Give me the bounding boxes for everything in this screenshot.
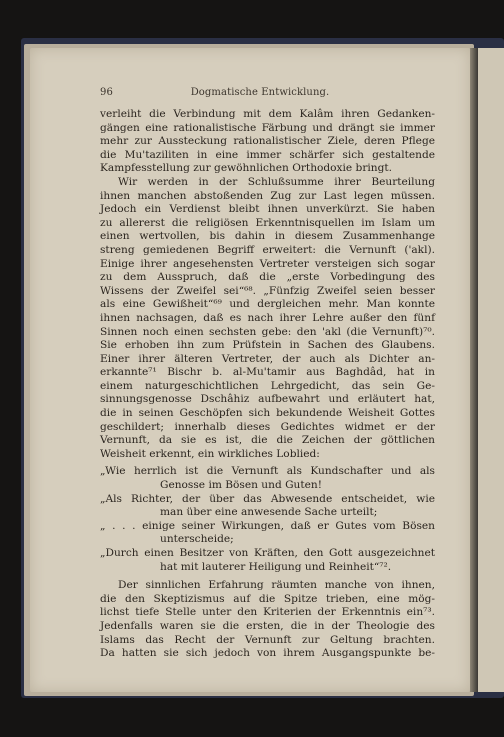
text-line: Sinnen noch einen sechsten gebe: den 'akl (die Vernunft)⁷⁰. bbox=[100, 325, 435, 338]
text-line: die den Skeptizismus auf die Spitze trieben, eine mög- bbox=[100, 592, 435, 605]
page-number: 96 bbox=[100, 87, 113, 98]
text-line: lichst tiefe Stelle unter den Kriterien der Erkenntnis ein⁷³. bbox=[100, 606, 435, 619]
text-line: als eine Gewißheit“⁶⁹ und dergleichen mehr. Man konnte bbox=[100, 298, 435, 311]
text-line: zu allererst die religiösen Erkenntnisquellen im Islam um bbox=[100, 216, 435, 229]
verse-line: „ . . . einige seiner Wirkungen, daß er Gutes vom Bösen bbox=[100, 519, 435, 532]
text-line: ihnen nachsagen, daß es nach ihrer Lehre außer den fünf bbox=[100, 311, 435, 324]
verse-line: hat mit lauterer Heiligung und Reinheit“⁷². bbox=[160, 560, 392, 573]
text-line: die Mu'taziliten in eine immer schärfer sich gestaltende bbox=[100, 148, 435, 161]
running-title: Dogmatische Entwicklung. bbox=[190, 87, 330, 98]
main-text bbox=[100, 108, 435, 661]
text-line: die in seinen Geschöpfen sich bekundende Weisheit Gottes bbox=[100, 407, 435, 420]
text-line: Der sinnlichen Erfahrung räumten manche von ihnen, bbox=[118, 579, 435, 592]
text-line: ihnen manchen abstoßenden Zug zur Last legen müssen. bbox=[100, 189, 435, 202]
book-gutter bbox=[470, 48, 478, 692]
verse-line: „Als Richter, der über das Abwesende entscheidet, wie bbox=[100, 492, 435, 505]
text-line: Einer ihrer älteren Vertreter, der auch als Dichter an- bbox=[100, 352, 435, 365]
text-line: Jedoch ein Verdienst bleibt ihnen unverkürzt. Sie haben bbox=[100, 203, 435, 216]
text-line: mehr zur Aussteckung rationalistischer Ziele, deren Pflege bbox=[100, 135, 435, 148]
text-line: Jedenfalls waren sie die ersten, die in der Theologie des bbox=[100, 619, 435, 632]
text-line: Wir werden in der Schlußsumme ihrer Beurteilung bbox=[118, 175, 435, 188]
text-line: Weisheit erkennt, ein wirkliches Loblied: bbox=[100, 447, 320, 460]
facing-page-edge bbox=[478, 48, 504, 692]
text-line: Vernunft, da sie es ist, die die Zeichen der göttlichen bbox=[100, 434, 435, 447]
verse-line: Genosse im Bösen und Guten! bbox=[160, 479, 322, 492]
text-line: Islams das Recht der Vernunft zur Geltung brachten. bbox=[100, 633, 435, 646]
text-line: Wissens der Zweifel sei“⁶⁸. „Fünfzig Zweifel seien besser bbox=[100, 284, 435, 297]
text-line: verleiht die Verbindung mit dem Kalâm ihren Gedanken- bbox=[100, 108, 435, 120]
verse-line: „Durch einen Besitzer von Kräften, den Gott ausgezeichnet bbox=[100, 547, 435, 559]
verse-line: man über eine anwesende Sache urteilt; bbox=[160, 506, 378, 519]
text-line: gängen eine rationalistische Färbung und drängt sie immer bbox=[100, 121, 435, 134]
verse-line: unterscheide; bbox=[160, 533, 234, 546]
text-line: Sie erhoben ihn zum Prüfstein in Sachen des Glaubens. bbox=[100, 339, 435, 352]
text-line: erkannte⁷¹ Bischr b. al-Mu'tamir aus Baghdâd, hat in bbox=[100, 366, 435, 379]
verse-line: „Wie herrlich ist die Vernunft als Kundschafter und als bbox=[100, 465, 435, 478]
text-line: einen wertvollen, bis dahin in diesem Zusammenhange bbox=[100, 230, 435, 243]
text-line: einem naturgeschichtlichen Lehrgedicht, das sein Ge- bbox=[100, 379, 435, 392]
text-line: sinnungsgenosse Dschâhiz aufbewahrt und erläutert hat, bbox=[100, 393, 435, 406]
running-head bbox=[100, 87, 430, 101]
text-line: Kampfesstellung zur gewöhnlichen Orthodoxie bringt. bbox=[100, 162, 393, 175]
text-line: Einige ihrer angesehensten Vertreter versteigen sich sogar bbox=[100, 257, 435, 270]
text-line: zu dem Ausspruch, daß die „erste Vorbedingung des bbox=[100, 271, 435, 284]
text-line: streng gemiedenen Begriff erweitert: die Vernunft ('akl). bbox=[100, 243, 435, 256]
text-line: Da hatten sie sich jedoch von ihrem Ausgangspunkte be- bbox=[100, 647, 435, 660]
text-line: geschildert; innerhalb dieses Gedichtes widmet er der bbox=[100, 420, 435, 433]
